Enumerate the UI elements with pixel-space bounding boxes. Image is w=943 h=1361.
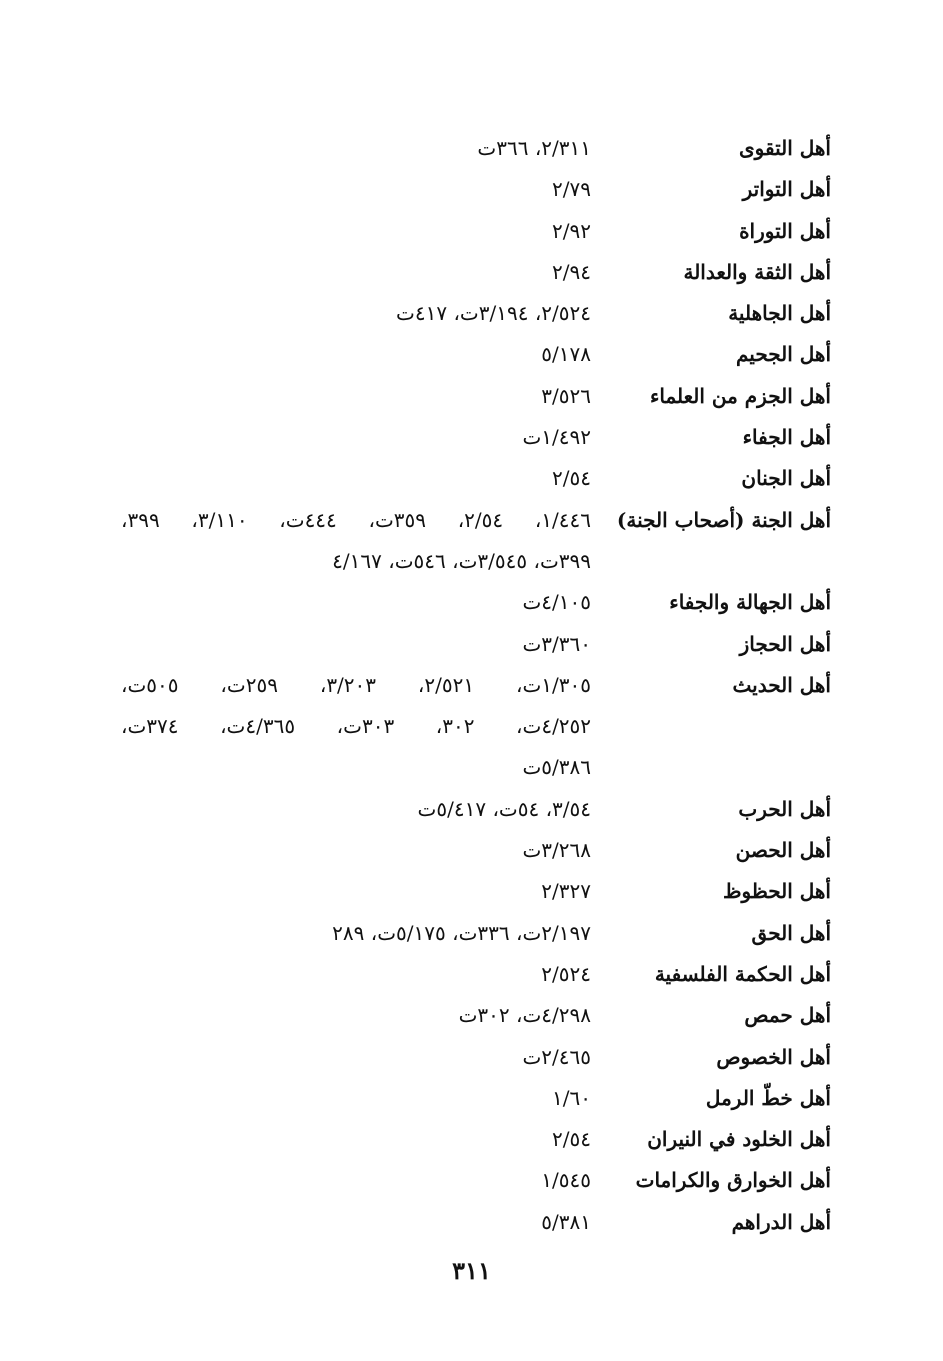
index-entry	[0, 1160, 943, 1201]
reference-line: ٢/٥٤	[552, 466, 591, 491]
entry-references	[121, 169, 591, 210]
entry-references	[121, 293, 591, 334]
entry-term: أهل التوراة	[739, 218, 831, 243]
index-entry	[0, 1078, 943, 1119]
reference-line: ٢/٩٤	[552, 259, 591, 284]
reference-line: ٢/١٩٧ت، ٣٣٦ت، ٥/١٧٥ت، ٢٨٩	[332, 920, 591, 945]
page-number: ٣١١	[452, 1256, 491, 1285]
reference-line: ١/٤٩٢ت	[522, 425, 591, 450]
reference-line: ٢/٥٢٤، ٣/١٩٤ت، ٤١٧ت	[396, 301, 591, 326]
reference-line: ٢/٥٤	[552, 1127, 591, 1152]
entry-term: أهل الجنان	[741, 466, 831, 491]
index-entry	[0, 582, 943, 623]
entry-references	[121, 334, 591, 375]
index-list	[0, 128, 943, 1243]
index-entry	[0, 871, 943, 912]
entry-term: أهل الحديث	[732, 672, 831, 697]
entry-references	[121, 582, 591, 623]
index-entry	[0, 665, 943, 789]
index-entry	[0, 211, 943, 252]
entry-references	[121, 458, 591, 499]
index-entry	[0, 1037, 943, 1078]
index-entry	[0, 913, 943, 954]
reference-line: ٣/٢٦٨ت	[522, 838, 591, 863]
index-entry	[0, 128, 943, 169]
entry-references	[121, 1202, 591, 1243]
index-entry	[0, 458, 943, 499]
entry-term: أهل الجفاء	[742, 425, 831, 450]
entry-term: أهل الثقة والعدالة	[683, 259, 831, 284]
index-entry	[0, 995, 943, 1036]
index-entry	[0, 1202, 943, 1243]
entry-term: أهل خطّ الرمل	[705, 1085, 831, 1110]
entry-references	[121, 954, 591, 995]
index-entry	[0, 376, 943, 417]
index-entry	[0, 789, 943, 830]
entry-references	[121, 995, 591, 1036]
reference-line: ٥/٣٨٦ت	[522, 755, 591, 780]
index-entry	[0, 624, 943, 665]
reference-line: ٤/١٠٥ت	[522, 590, 591, 615]
reference-line: ٢/٥٢٤	[541, 961, 591, 986]
entry-term: أهل الحكمة الفلسفية	[654, 961, 831, 986]
entry-references	[121, 1119, 591, 1160]
index-entry	[0, 293, 943, 334]
reference-line: ١/٥٤٥	[541, 1168, 591, 1193]
index-entry	[0, 830, 943, 871]
entry-references	[121, 1037, 591, 1078]
reference-line: ٢/٩٢	[552, 218, 591, 243]
reference-line: ٥/٣٨١	[541, 1209, 591, 1234]
reference-line: ٣/٥٢٦	[541, 383, 591, 408]
entry-term: أهل الحصن	[735, 838, 831, 863]
index-entry	[0, 954, 943, 995]
entry-term: أهل الحجاز	[739, 631, 831, 656]
entry-term: أهل حمص	[744, 1003, 831, 1028]
entry-references	[121, 252, 591, 293]
entry-term: أهل الجحيم	[735, 342, 831, 367]
index-entry	[0, 334, 943, 375]
entry-references	[121, 624, 591, 665]
entry-term: أهل الخلود في النيران	[647, 1127, 831, 1152]
index-entry	[0, 417, 943, 458]
entry-term: أهل التواتر	[742, 177, 831, 202]
entry-references	[121, 211, 591, 252]
index-entry	[0, 252, 943, 293]
entry-term: أهل الجزم من العلماء	[649, 383, 831, 408]
entry-references	[121, 789, 591, 830]
reference-line: ٣٩٩ت، ٣/٥٤٥ت، ٥٤٦ت، ٤/١٦٧	[332, 548, 591, 573]
entry-term: أهل الجنة (أصحاب الجنة)	[616, 507, 831, 532]
reference-line: ٤/٢٩٨ت، ٣٠٢ت	[458, 1003, 591, 1028]
entry-term: أهل الحق	[751, 920, 831, 945]
entry-term: أهل الجهالة والجفاء	[669, 590, 831, 615]
entry-references	[121, 871, 591, 912]
entry-term: أهل الحرب	[738, 796, 831, 821]
entry-references	[121, 500, 591, 583]
entry-references	[121, 417, 591, 458]
reference-line: ١/٦٠	[552, 1085, 591, 1110]
entry-references	[121, 913, 591, 954]
index-entry	[0, 1119, 943, 1160]
entry-term: أهل الجاهلية	[728, 301, 831, 326]
index-entry	[0, 500, 943, 583]
entry-references	[121, 128, 591, 169]
reference-line: ٣/٣٦٠ت	[522, 631, 591, 656]
entry-references	[121, 1078, 591, 1119]
reference-line: ٢/٧٩	[552, 177, 591, 202]
reference-line: ١/٤٤٦، ٢/٥٤، ٣٥٩ت، ٤٤٤ت، ٣/١١٠، ٣٩٩،	[121, 507, 592, 532]
reference-line: ٢/٤٦٥ت	[522, 1044, 591, 1069]
entry-term: أهل التقوى	[738, 136, 831, 160]
reference-line: ٢/٣١١، ٣٦٦ت	[477, 136, 591, 160]
entry-term: أهل الدراهم	[731, 1209, 831, 1234]
index-entry	[0, 169, 943, 210]
entry-term: أهل الخصوص	[716, 1044, 831, 1069]
reference-line: ٢/٣٢٧	[541, 879, 591, 904]
reference-line: ٣/٥٤، ٥٤ت، ٥/٤١٧ت	[417, 796, 591, 821]
entry-references	[121, 1160, 591, 1201]
entry-references	[121, 830, 591, 871]
entry-references	[121, 665, 591, 789]
entry-term: أهل الحظوظ	[722, 879, 831, 904]
reference-line: ١/٣٠٥ت، ٢/٥٢١، ٣/٢٠٣، ٢٥٩ت، ٥٠٥ت،	[121, 672, 592, 697]
entry-term: أهل الخوارق والكرامات	[635, 1168, 831, 1193]
entry-references	[121, 376, 591, 417]
reference-line: ٥/١٧٨	[541, 342, 591, 367]
reference-line: ٤/٢٥٢ت، ٣٠٢، ٣٠٣ت، ٤/٣٦٥ت، ٣٧٤ت،	[121, 714, 592, 739]
